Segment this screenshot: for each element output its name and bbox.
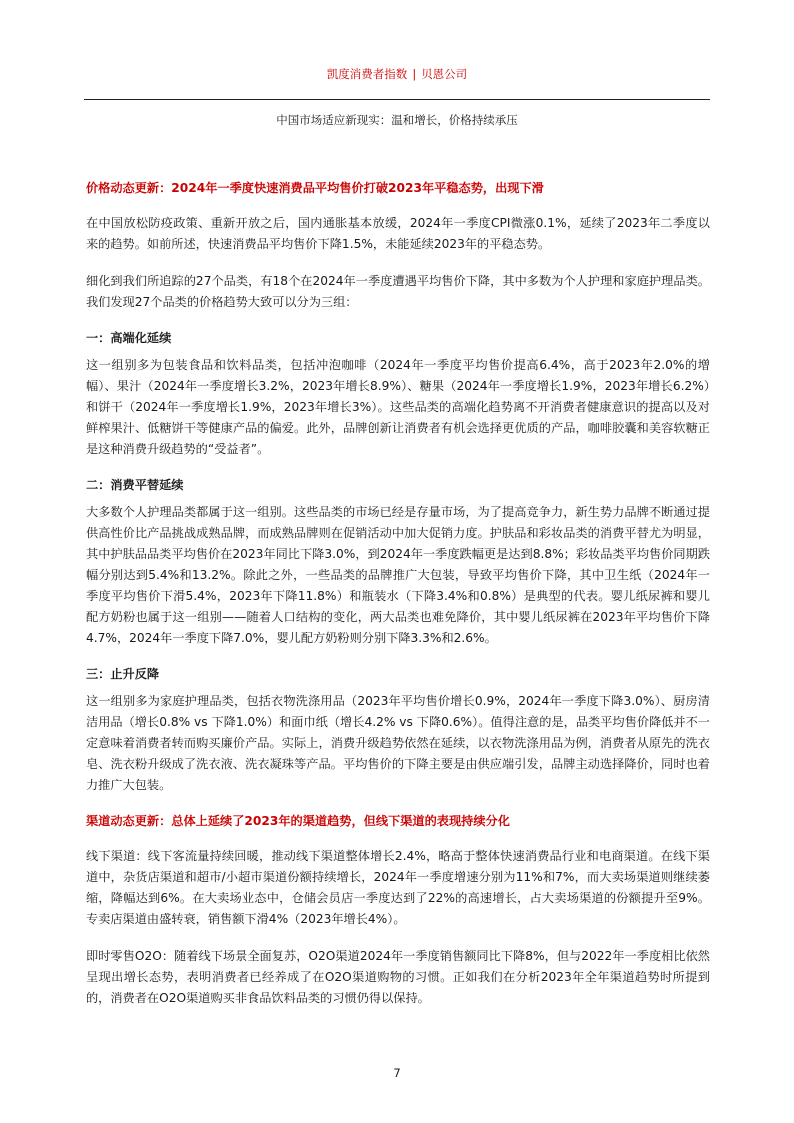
channel-paragraph-o2o: 即时零售O2O：随着线下场景全面复苏，O2O渠道2024年一季度销售额同比下降8%，但与2022年一季度相比依然呈现出增长态势，表明消费者已经养成了在O2O渠道购物的习惯。正如我们在分析2023年全年渠道趋势时所提到的，消费者在O2O渠道购买非食品饮料品类的习惯仍得以保持。 <box>86 949 710 1005</box>
page-body <box>86 179 710 1025</box>
group-1-heading: 一：高端化延续 <box>86 331 172 345</box>
header-brand-bain: 贝恩公司 <box>421 67 468 81</box>
group-3-heading: 三：止升反降 <box>86 667 160 681</box>
header-brand-kantar: 凯度消费者指数 <box>326 67 408 81</box>
group-2-text: 大多数个人护理品类都属于这一组别。这些品类的市场已经是存量市场，为了提高竞争力，新生势力品牌不断通过提供高性价比产品挑战成熟品牌，而成熟品牌则在促销活动中加大促销力度。护肤品和彩妆品类的消费平替尤为明显，其中护肤品品类平均售价在2023年同比下降3.0%，到2024年一季度跌幅更是达到8.8%；彩妆品类平均售价同期跌幅分别达到5.4%和13.2%。除此之外，一些品类的品牌推广大包装，导致平均售价下降，其中卫生纸（2024年一季度平均售价下滑5.4%，2023年下降11.8%）和瓶装水（下降3.4%和0.8%）是典型的代表。婴儿纸尿裤和婴儿配方奶粉也属于这一组别——随着人口结构的变化，两大品类也难免降价，其中婴儿纸尿裤在2023年平均售价下降4.7%，2024年一季度下降7.0%，婴儿配方奶粉则分别下降3.3%和2.6%。 <box>86 505 710 645</box>
channel-paragraph-offline: 线下渠道：线下客流量持续回暖，推动线下渠道整体增长2.4%，略高于整体快速消费品行业和电商渠道。在线下渠道中，杂货店渠道和超市/小超市渠道份额持续增长，2024年一季度增速分别为11%和7%，而大卖场渠道则继续萎缩，降幅达到6%。在大卖场业态中，仓储会员店一季度达到了22%的高速增长，占大卖场渠道的份额提升至9%。专卖店渠道由盛转衰，销售额下滑4%（2023年增长4%）。 <box>86 849 710 926</box>
page-header <box>84 66 710 82</box>
price-paragraph-categories: 细化到我们所追踪的27个品类，有18个在2024年一季度遭遇平均售价下降，其中多数为个人护理和家庭护理品类。我们发现27个品类的价格趋势大致可以分为三组： <box>86 274 710 309</box>
header-separator: | <box>412 67 417 81</box>
page-number: 7 <box>393 1066 401 1080</box>
group-1-text: 这一组别多为包装食品和饮料品类，包括冲泡咖啡（2024年一季度平均售价提高6.4%，高于2023年2.0%的增幅）、果汁（2024年一季度增长3.2%，2023年增长8.9%）、糖果（2024年一季度增长1.9%，2023年增长6.2%）和饼干（2024年一季度增长1.9%，2023年增长3%）。这些品类的高端化趋势离不开消费者健康意识的提高以及对鲜榨果汁、低糖饼干等健康产品的偏爱。此外，品牌创新让消费者有机会选择更优质的产品，咖啡胶囊和美容软糖正是这种消费升级趋势的“受益者”。 <box>86 358 710 456</box>
channel-section-heading: 渠道动态更新：总体上延续了2023年的渠道趋势，但线下渠道的表现持续分化 <box>86 814 510 828</box>
report-subtitle: 中国市场适应新现实：温和增长，价格持续承压 <box>276 113 518 127</box>
group-2-heading: 二：消费平替延续 <box>86 478 184 492</box>
price-section-heading: 价格动态更新：2024年一季度快速消费品平均售价打破2023年平稳态势，出现下滑 <box>86 181 544 195</box>
price-paragraph-cpi: 在中国放松防疫政策、重新开放之后，国内通胀基本放缓，2024年一季度CPI微涨0.1%，延续了2023年二季度以来的趋势。如前所述，快速消费品平均售价下降1.5%，未能延续2023年的平稳态势。 <box>86 216 710 251</box>
group-3-text: 这一组别多为家庭护理品类，包括衣物洗涤用品（2023年平均售价增长0.9%，2024年一季度下降3.0%）、厨房清洁用品（增长0.8% vs 下降1.0%）和面巾纸（增长4.2% vs 下降0.6%）。值得注意的是，品类平均售价降低并不一定意味着消费者转而购买廉价产品。实际上，消费升级趋势依然在延续，以衣物洗涤用品为例，消费者从原先的洗衣皂、洗衣粉升级成了洗衣液、洗衣凝珠等产品。平均售价的下降主要是由供应端引发，品牌主动选择降价，同时也着力推广大包装。 <box>86 694 710 792</box>
header-divider <box>84 99 710 100</box>
